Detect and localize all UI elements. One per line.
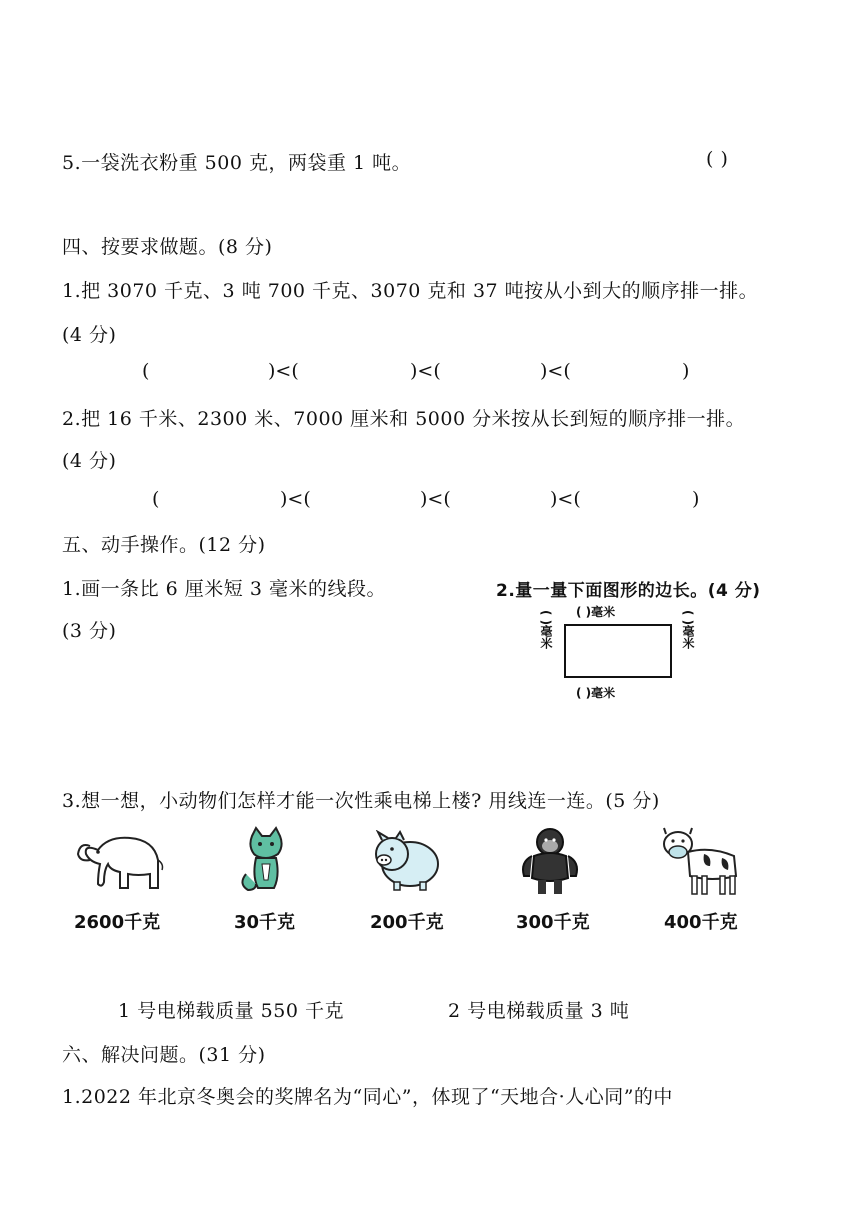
animal-weight: 2600千克 <box>74 912 161 933</box>
section-5-q1-score: (3 分) <box>62 620 117 642</box>
animal-weight: 300千克 <box>516 912 590 933</box>
pig-icon[interactable] <box>370 830 440 892</box>
greater-than-sign: )<( <box>550 488 581 510</box>
section-5-q3: 3.想一想，小动物们怎样才能一次性乘电梯上楼? 用线连一连。(5 分) <box>62 790 660 812</box>
animal-weight: 30千克 <box>234 912 296 933</box>
top-side-label: ( )毫米 <box>576 605 616 619</box>
section-4-q2: 2.把 16 千米、2300 米、7000 厘米和 5000 分米按从长到短的顺序排一排。 <box>62 408 746 430</box>
less-than-sign: )<( <box>268 360 299 382</box>
section-4-q2-score: (4 分) <box>62 450 117 472</box>
bottom-side-label: ( )毫米 <box>576 686 616 700</box>
greater-than-sign: )<( <box>280 488 311 510</box>
section-4-title: 四、按要求做题。(8 分) <box>62 236 273 258</box>
elevator-2-label: 2 号电梯载质量 3 吨 <box>448 1000 630 1022</box>
section-5-q1: 1.画一条比 6 厘米短 3 毫米的线段。 <box>62 578 386 600</box>
true-false-item-5: 5.一袋洗衣粉重 500 克，两袋重 1 吨。 <box>62 152 412 174</box>
section-6-q1: 1.2022 年北京冬奥会的奖牌名为“同心”，体现了“天地合·人心同”的中 <box>62 1086 673 1108</box>
answer-paren[interactable]: ( ) <box>706 148 729 170</box>
elephant-icon[interactable] <box>68 830 168 896</box>
section-6-title: 六、解决问题。(31 分) <box>62 1044 266 1066</box>
rectangle <box>564 624 672 678</box>
close-paren: ) <box>682 360 690 382</box>
close-paren: ) <box>692 488 700 510</box>
open-paren: ( <box>142 360 150 382</box>
elevator-1-label: 1 号电梯载质量 550 千克 <box>118 1000 344 1022</box>
fox-icon[interactable] <box>238 826 294 896</box>
section-5-title: 五、动手操作。(12 分) <box>62 534 266 556</box>
left-side-label: ( )毫米 <box>539 610 553 650</box>
section-5-q2: 2.量一量下面图形的边长。(4 分) <box>496 581 761 601</box>
open-paren: ( <box>152 488 160 510</box>
section-4-q1-score: (4 分) <box>62 324 117 346</box>
less-than-sign: )<( <box>540 360 571 382</box>
section-4-q1: 1.把 3070 千克、3 吨 700 千克、3070 克和 37 吨按从小到大的顺序排一排。 <box>62 280 759 302</box>
cow-icon[interactable] <box>660 826 742 898</box>
animal-weight: 400千克 <box>664 912 738 933</box>
gorilla-icon[interactable] <box>518 826 582 896</box>
animal-weight: 200千克 <box>370 912 444 933</box>
less-than-sign: )<( <box>410 360 441 382</box>
greater-than-sign: )<( <box>420 488 451 510</box>
right-side-label: ( )毫米 <box>681 610 695 650</box>
